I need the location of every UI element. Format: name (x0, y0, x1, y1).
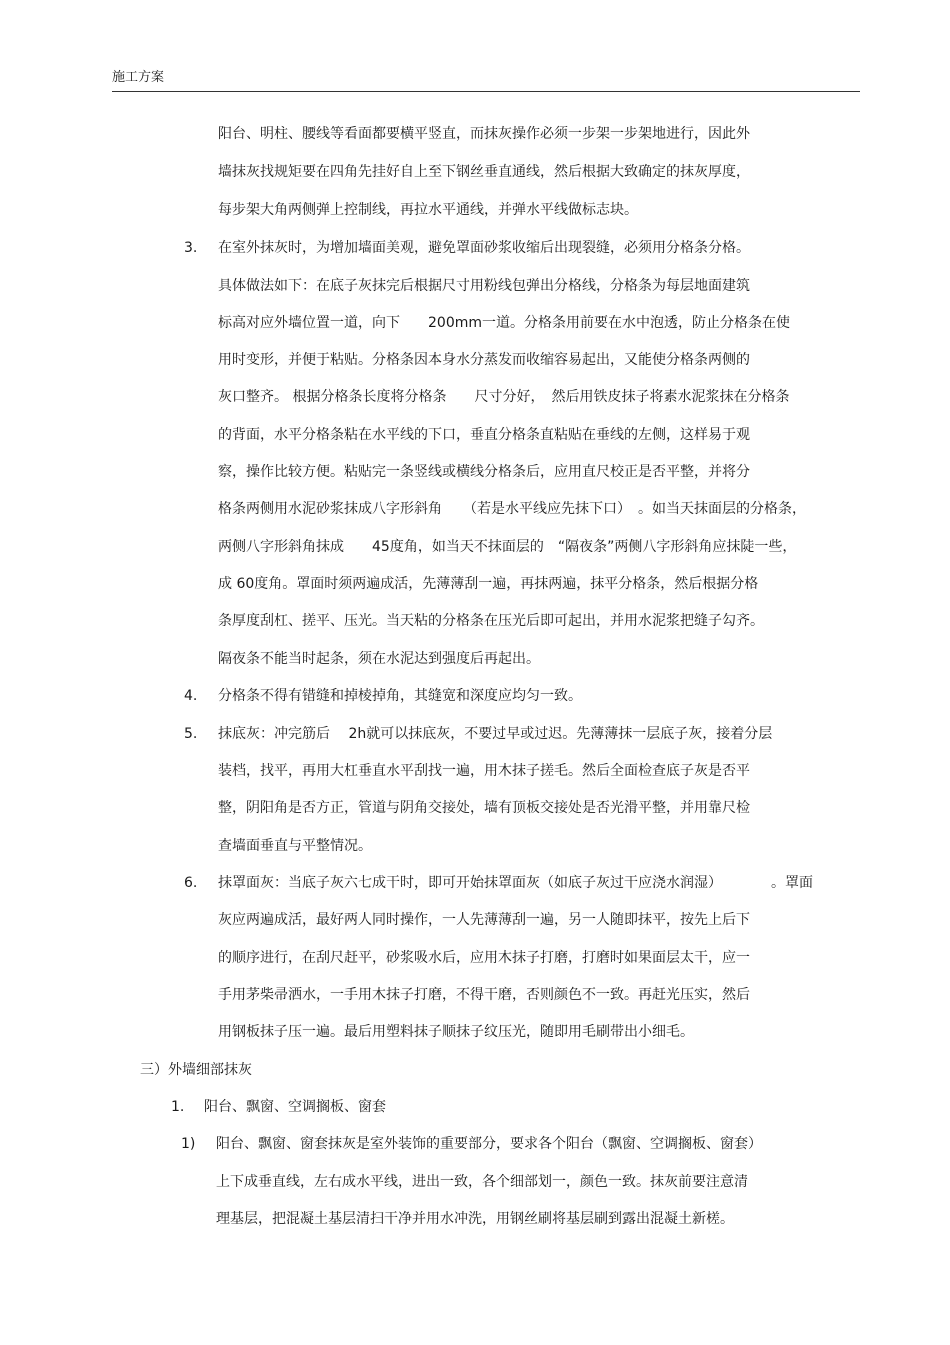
text-line: 格条两侧用水泥砂浆抹成八字形斜角 （若是水平线应先抹下口） 。如当天抹面层的分格条， (218, 501, 806, 517)
text-line: 在室外抹灰时，为增加墙面美观，避免罩面砂浆收缩后出现裂缝，必须用分格条分格。 (218, 240, 750, 256)
text-line: 两侧八字形斜角抹成 45度角，如当天不抹面层的 “隔夜条”两侧八字形斜角应抹陡一些， (218, 539, 797, 555)
text-line: 用钢板抹子压一遍。最后用塑料抹子顺抹子纹压光，随即用毛刷带出小细毛。 (218, 1024, 694, 1040)
list-number: 6. (184, 875, 198, 891)
subsection-heading: 阳台、飘窗、空调搁板、窗套 (204, 1099, 386, 1115)
subsection-number: 1. (171, 1099, 185, 1115)
list-number: 1) (181, 1136, 196, 1152)
text-line: 上下成垂直线，左右成水平线，进出一致，各个细部划一，颜色一致。抹灰前要注意清 (216, 1174, 748, 1190)
text-line: 用时变形，并便于粘贴。分格条因本身水分蒸发而收缩容易起出，又能使分格条两侧的 (218, 352, 750, 368)
text-line: 灰口整齐。 根据分格条长度将分格条 尺寸分好， 然后用铁皮抹子将素水泥浆抹在分格条 (218, 389, 790, 405)
text-line: 理基层，把混凝土基层清扫干净并用水冲洗，用钢丝刷将基层刷到露出混凝土新槎。 (216, 1211, 734, 1227)
list-number: 3. (184, 240, 198, 256)
text-line: 整，阴阳角是否方正，管道与阴角交接处，墙有顶板交接处是否光滑平整，并用靠尺检 (218, 800, 750, 816)
section-heading: 三）外墙细部抹灰 (140, 1062, 252, 1078)
text-line: 隔夜条不能当时起条，须在水泥达到强度后再起出。 (218, 651, 540, 667)
text-line: 阳台、飘窗、窗套抹灰是室外装饰的重要部分，要求各个阳台（飘窗、空调搁板、窗套） (216, 1136, 762, 1152)
text-line: 标高对应外墙位置一道，向下 200mm一道。分格条用前要在水中泡透，防止分格条在使 (218, 315, 790, 331)
text-line: 具体做法如下：在底子灰抹完后根据尺寸用粉线包弹出分格线，分格条为每层地面建筑 (218, 278, 750, 294)
text-line: 的顺序进行，在刮尺赶平，砂浆吸水后，应用木抹子打磨，打磨时如果面层太干，应一 (218, 950, 750, 966)
text-line: 手用茅柴帚洒水，一手用木抹子打磨，不得干磨，否则颜色不一致。再赶光压实，然后 (218, 987, 750, 1003)
list-number: 4. (184, 688, 198, 704)
text-line: 分格条不得有错缝和掉棱掉角，其缝宽和深度应均匀一致。 (218, 688, 582, 704)
text-line: 成 60度角。罩面时须两遍成活，先薄薄刮一遍，再抹两遍，抹平分格条，然后根据分格 (218, 576, 759, 592)
header-divider (112, 91, 860, 92)
text-line: 阳台、明柱、腰线等看面都要横平竖直，而抹灰操作必须一步架一步架地进行，因此外 (218, 126, 750, 142)
text-line: 察，操作比较方便。粘贴完一条竖线或横线分格条后，应用直尺校正是否平整，并将分 (218, 464, 750, 480)
text-line: 灰应两遍成活，最好两人同时操作，一人先薄薄刮一遍，另一人随即抹平，按先上后下 (218, 912, 750, 928)
text-line: 抹底灰：冲完筋后 2h就可以抹底灰，不要过早或过迟。先薄薄抹一层底子灰，接着分层 (218, 726, 773, 742)
list-number: 5. (184, 726, 198, 742)
text-line: 每步架大角两侧弹上控制线，再拉水平通线，并弹水平线做标志块。 (218, 202, 638, 218)
page-header-title: 施工方案 (112, 70, 165, 85)
text-line: 的背面，水平分格条粘在水平线的下口，垂直分格条直粘贴在垂线的左侧，这样易于观 (218, 427, 750, 443)
text-line: 抹罩面灰：当底子灰六七成干时，即可开始抹罩面灰（如底子灰过干应浇水润湿） 。罩面 (218, 875, 813, 891)
text-line: 墙抹灰找规矩要在四角先挂好自上至下钢丝垂直通线，然后根据大致确定的抹灰厚度， (218, 164, 750, 180)
text-line: 查墙面垂直与平整情况。 (218, 838, 372, 854)
text-line: 装档，找平，再用大杠垂直水平刮找一遍，用木抹子搓毛。然后全面检查底子灰是否平 (218, 763, 750, 779)
text-line: 条厚度刮杠、搓平、压光。当天粘的分格条在压光后即可起出，并用水泥浆把缝子勾齐。 (218, 613, 764, 629)
